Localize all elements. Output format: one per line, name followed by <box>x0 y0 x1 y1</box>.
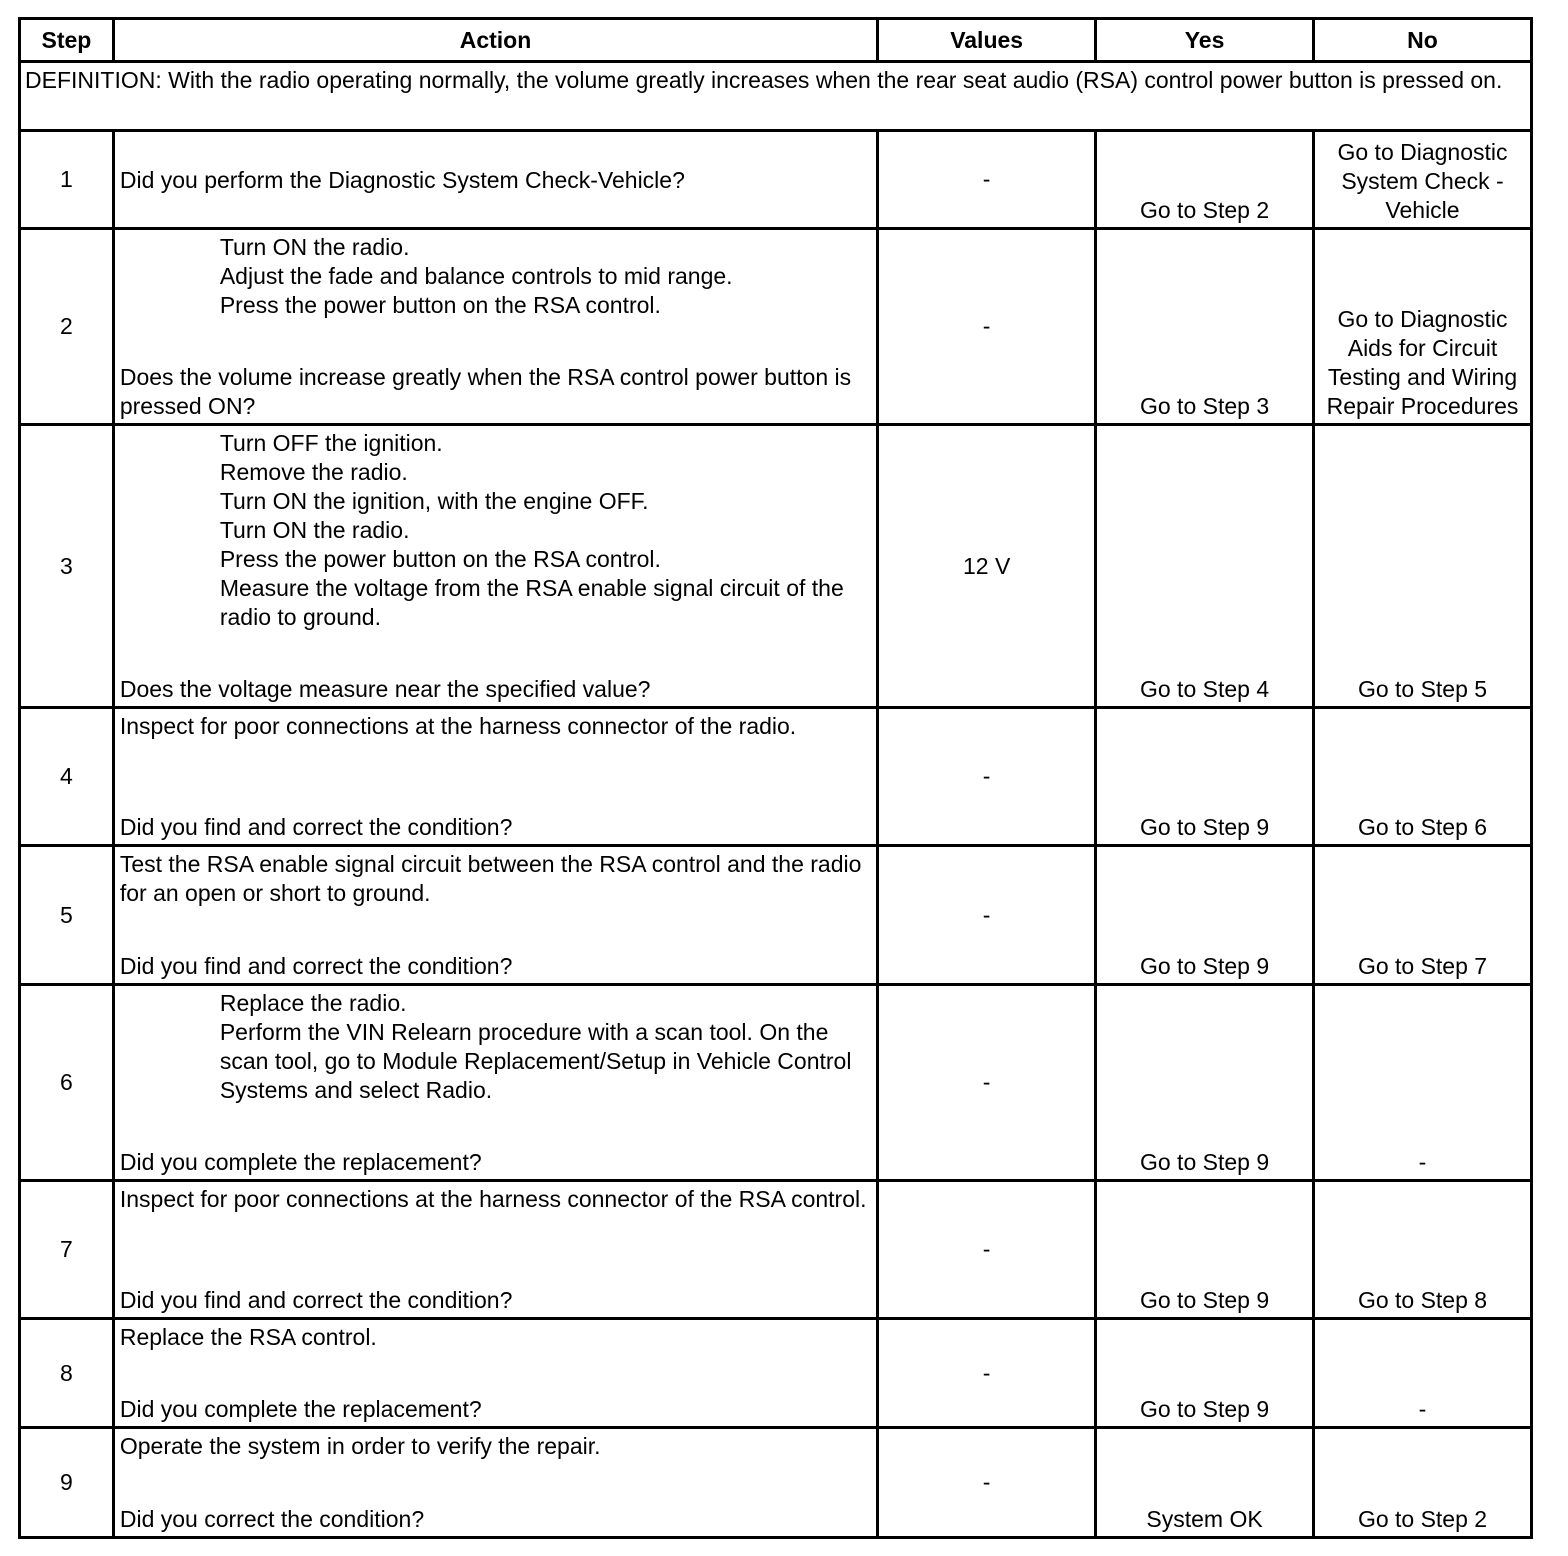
no-cell: - <box>1314 1319 1532 1428</box>
step-number: 2 <box>20 229 114 425</box>
action-cell <box>113 131 877 229</box>
table-row <box>20 985 1532 1181</box>
definition-row <box>20 62 1532 131</box>
action-step: Replace the radio. <box>219 990 407 1016</box>
action-question: Did you find and correct the condition? <box>119 814 513 840</box>
no-cell: Go to Step 8 <box>1314 1181 1532 1319</box>
action-text: Operate the system in order to verify the repair. <box>119 1433 601 1459</box>
action-steps <box>120 233 871 320</box>
yes-cell: Go to Step 9 <box>1096 708 1314 846</box>
action-question: Did you complete the replacement? <box>119 1396 482 1422</box>
action-step: Perform the VIN Relearn procedure with a scan tool. On the scan tool, go to Module Replacement/Setup in Vehicle Control Systems and select Radio. <box>219 1019 852 1103</box>
action-steps <box>120 429 871 632</box>
values-cell: - <box>878 229 1096 425</box>
step-number: 1 <box>20 131 114 229</box>
no-cell: Go to Diagnostic Aids for Circuit Testing and Wiring Repair Procedures <box>1314 229 1532 425</box>
no-cell: Go to Step 6 <box>1314 708 1532 846</box>
table-row <box>20 425 1532 708</box>
yes-cell: Go to Step 9 <box>1096 985 1314 1181</box>
action-text: Inspect for poor connections at the harness connector of the RSA control. <box>119 1186 867 1212</box>
action-step: Press the power button on the RSA control. <box>219 292 661 318</box>
table-row <box>20 708 1532 846</box>
action-text: Inspect for poor connections at the harness connector of the radio. <box>119 713 797 739</box>
header-values: Values <box>878 19 1096 62</box>
header-step: Step <box>20 19 114 62</box>
diagnostic-table <box>18 17 1533 1539</box>
action-question: Did you correct the condition? <box>119 1506 425 1532</box>
table-row <box>20 229 1532 425</box>
step-number: 8 <box>20 1319 114 1428</box>
header-yes: Yes <box>1096 19 1314 62</box>
table-row <box>20 1319 1532 1428</box>
no-cell: Go to Diagnostic System Check - Vehicle <box>1314 131 1532 229</box>
action-cell <box>113 425 877 708</box>
yes-cell: Go to Step 9 <box>1096 1181 1314 1319</box>
action-step: Measure the voltage from the RSA enable signal circuit of the radio to ground. <box>219 575 844 630</box>
no-cell: Go to Step 2 <box>1314 1428 1532 1538</box>
values-cell: - <box>878 131 1096 229</box>
step-number: 9 <box>20 1428 114 1538</box>
action-step: Turn ON the ignition, with the engine OFF. <box>219 488 649 514</box>
action-question: Did you find and correct the condition? <box>119 953 513 979</box>
no-cell: - <box>1314 985 1532 1181</box>
action-question: Does the voltage measure near the specified value? <box>119 676 651 702</box>
values-cell: - <box>878 708 1096 846</box>
yes-cell: System OK <box>1096 1428 1314 1538</box>
action-question: Does the volume increase greatly when the RSA control power button is pressed ON? <box>119 364 852 419</box>
action-text: Replace the RSA control. <box>119 1324 377 1350</box>
table-row <box>20 1181 1532 1319</box>
action-step: Turn ON the radio. <box>219 517 410 543</box>
no-cell: Go to Step 5 <box>1314 425 1532 708</box>
yes-cell: Go to Step 9 <box>1096 846 1314 985</box>
action-step: Adjust the fade and balance controls to mid range. <box>219 263 733 289</box>
definition-text: DEFINITION: With the radio operating normally, the volume greatly increases when the rear seat audio (RSA) control power button is pressed on. <box>20 62 1532 131</box>
action-cell <box>113 846 877 985</box>
action-question: Did you complete the replacement? <box>119 1149 482 1175</box>
step-number: 5 <box>20 846 114 985</box>
action-cell <box>113 985 877 1181</box>
step-number: 4 <box>20 708 114 846</box>
action-step: Turn OFF the ignition. <box>219 430 443 456</box>
action-step: Remove the radio. <box>219 459 408 485</box>
action-question: Did you perform the Diagnostic System Check-Vehicle? <box>119 166 685 193</box>
step-number: 7 <box>20 1181 114 1319</box>
action-step: Press the power button on the RSA control. <box>219 546 661 572</box>
yes-cell: Go to Step 9 <box>1096 1319 1314 1428</box>
table-row <box>20 1428 1532 1538</box>
action-cell <box>113 229 877 425</box>
values-cell: - <box>878 1181 1096 1319</box>
action-cell <box>113 1319 877 1428</box>
header-action: Action <box>113 19 877 62</box>
action-cell <box>113 708 877 846</box>
table-row <box>20 131 1532 229</box>
yes-cell: Go to Step 3 <box>1096 229 1314 425</box>
yes-cell: Go to Step 2 <box>1096 131 1314 229</box>
header-row <box>20 19 1532 62</box>
action-step: Turn ON the radio. <box>219 234 410 260</box>
action-text: Test the RSA enable signal circuit between the RSA control and the radio for an open or short to ground. <box>119 851 862 906</box>
yes-cell: Go to Step 4 <box>1096 425 1314 708</box>
action-cell <box>113 1181 877 1319</box>
values-cell: - <box>878 985 1096 1181</box>
header-no: No <box>1314 19 1532 62</box>
step-number: 6 <box>20 985 114 1181</box>
action-steps <box>120 989 871 1105</box>
action-cell <box>113 1428 877 1538</box>
table-row <box>20 846 1532 985</box>
no-cell: Go to Step 7 <box>1314 846 1532 985</box>
values-cell: - <box>878 1428 1096 1538</box>
values-cell: 12 V <box>878 425 1096 708</box>
values-cell: - <box>878 1319 1096 1428</box>
step-number: 3 <box>20 425 114 708</box>
values-cell: - <box>878 846 1096 985</box>
action-question: Did you find and correct the condition? <box>119 1287 513 1313</box>
